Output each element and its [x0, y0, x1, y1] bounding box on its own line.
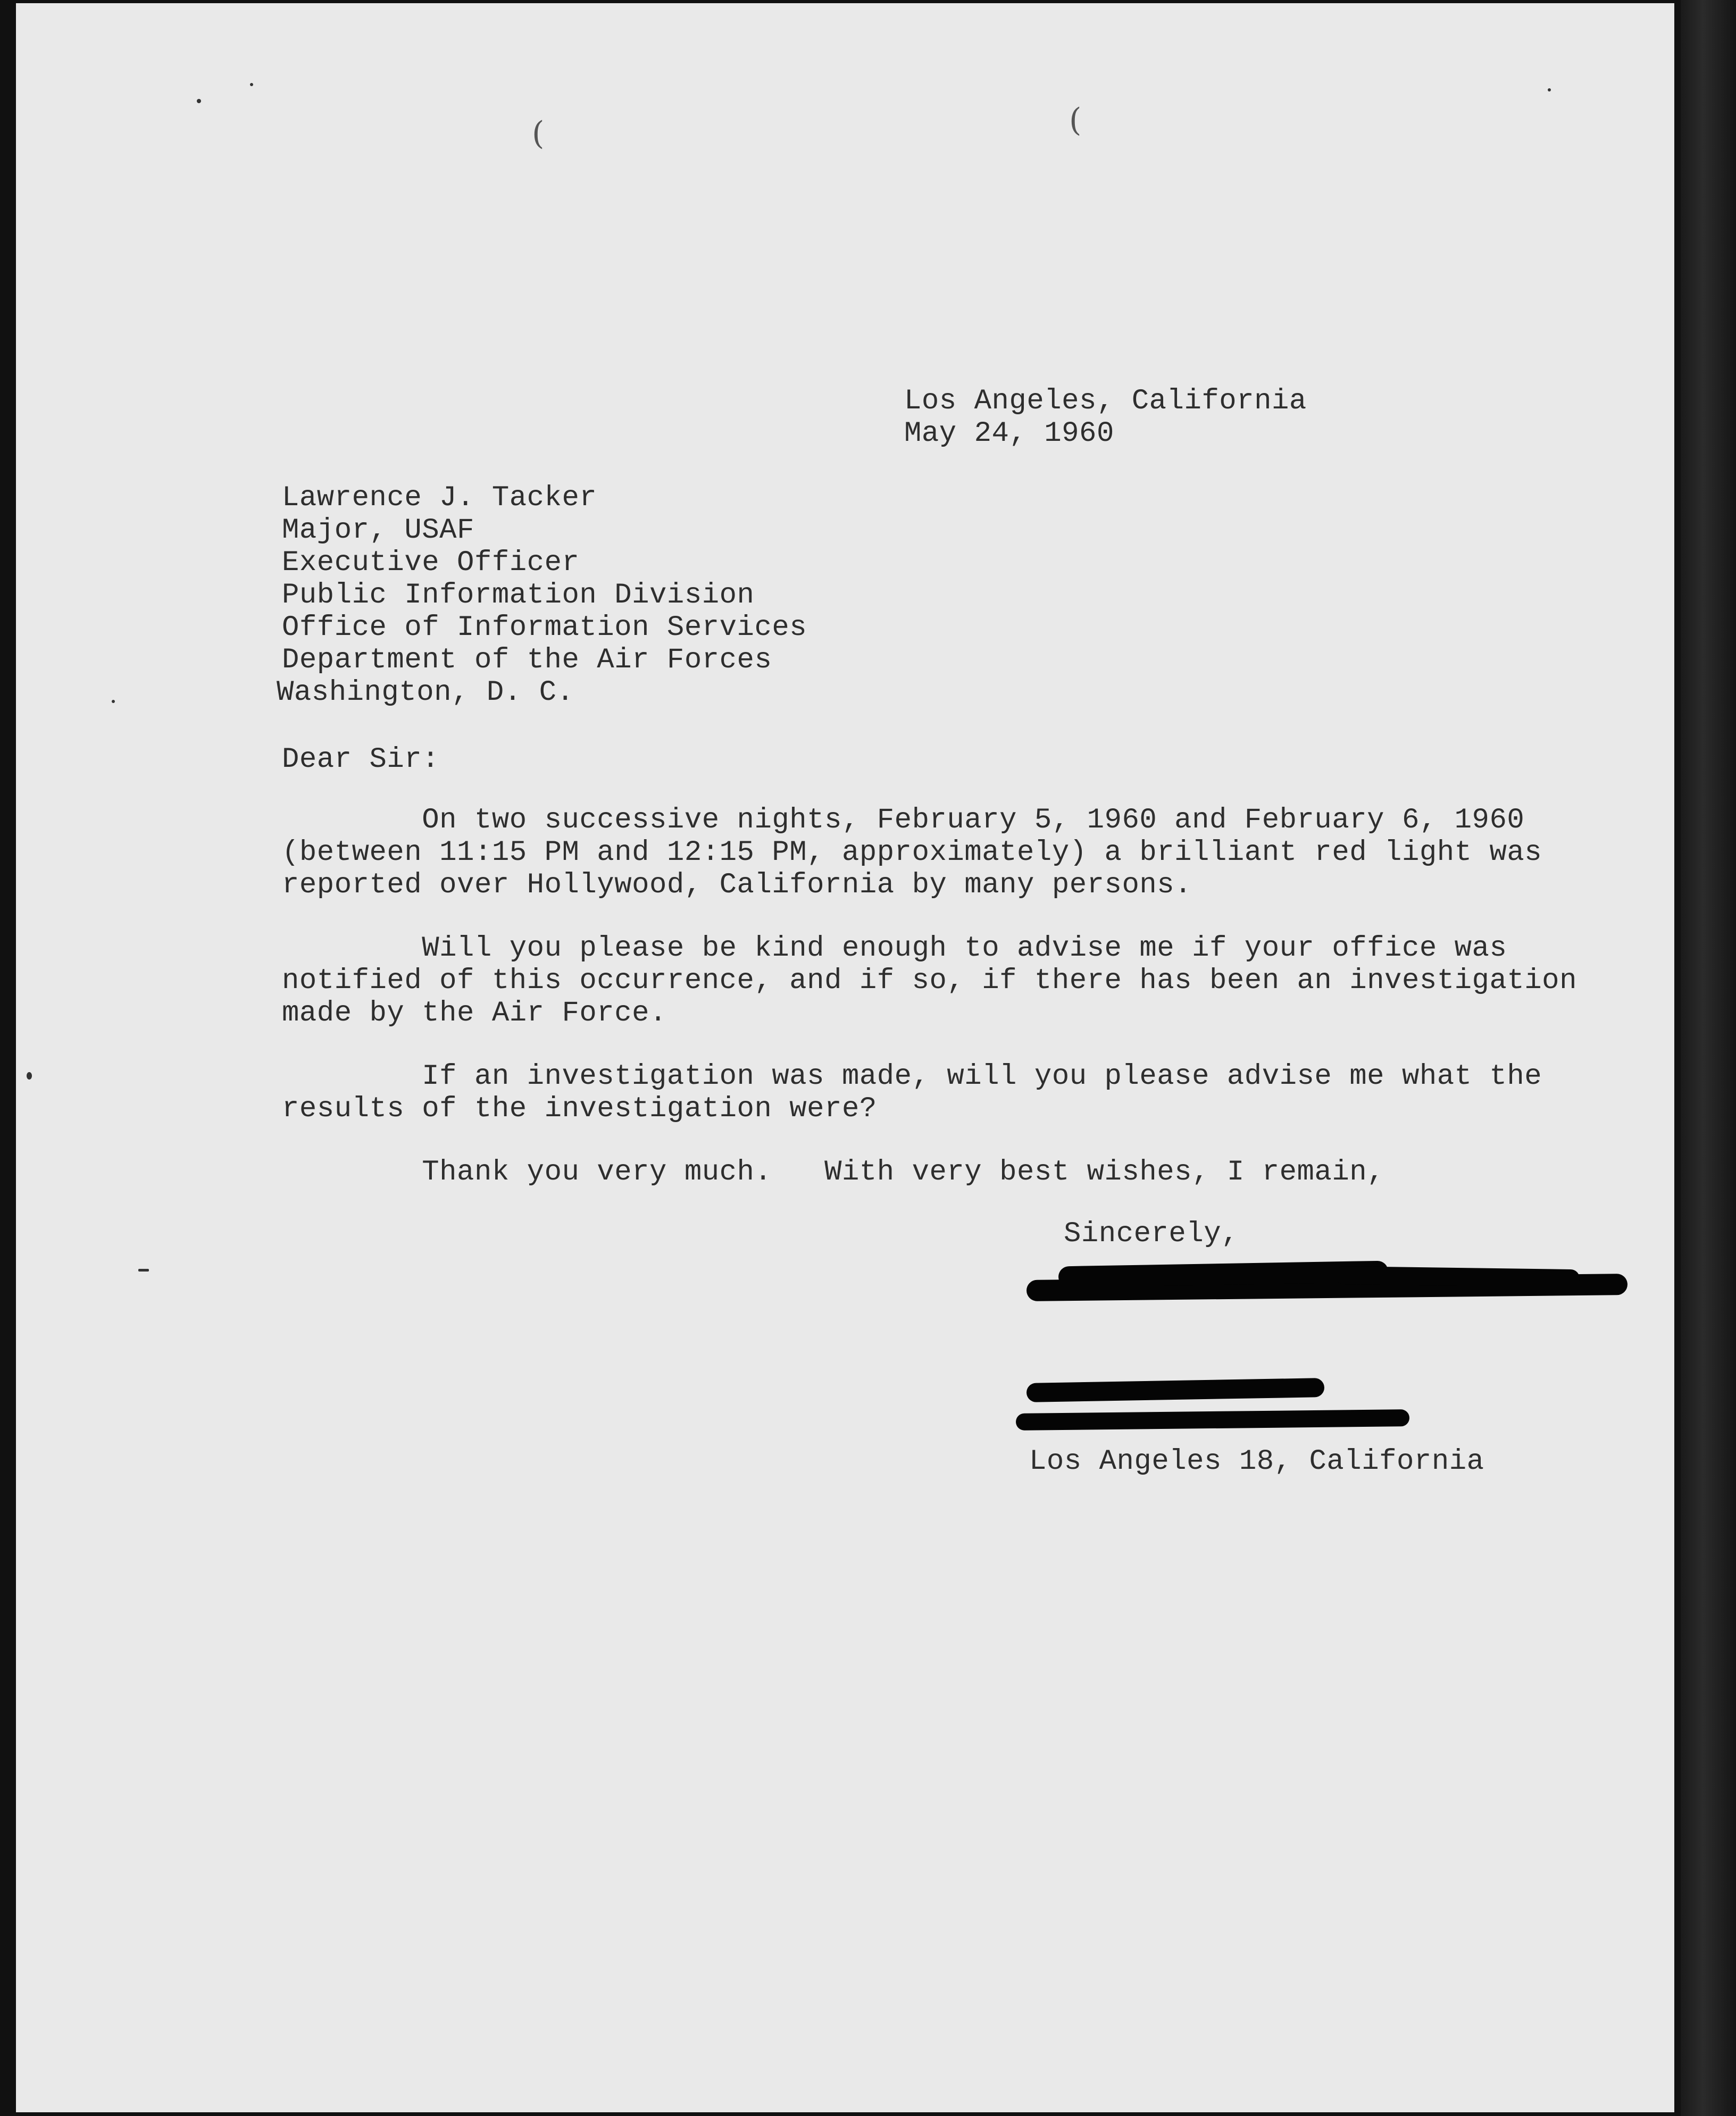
redacted-sender-address [1016, 1409, 1409, 1431]
salutation: Dear Sir: [282, 743, 440, 776]
body-line: If an investigation was made, will you please advise me what the [282, 1060, 1542, 1093]
recipient-line: Office of Information Services [282, 612, 807, 644]
recipient-line: Public Information Division [282, 579, 755, 612]
recipient-line: Washington, D. C. [277, 676, 574, 709]
sender-city: Los Angeles 18, California [1029, 1445, 1484, 1478]
letter-page [16, 3, 1674, 2112]
redacted-sender-name [1026, 1378, 1325, 1402]
scan-speck [138, 1269, 149, 1272]
scan-speck [197, 99, 201, 103]
scan-edge-strip [1681, 0, 1736, 2116]
letter-place: Los Angeles, California [904, 385, 1307, 417]
recipient-line: Lawrence J. Tacker [282, 482, 597, 514]
complimentary-close: Sincerely, [1064, 1218, 1239, 1250]
scan-paren-mark: ( [1069, 102, 1082, 139]
recipient-line: Department of the Air Forces [282, 644, 772, 676]
scan-speck [27, 1072, 32, 1080]
scan-paren-mark: ( [532, 115, 545, 152]
closing-line: Thank you very much. With very best wishes, I remain, [282, 1156, 1385, 1189]
letter-date: May 24, 1960 [904, 417, 1114, 450]
body-line: reported over Hollywood, California by many persons. [282, 869, 1192, 901]
body-line: On two successive nights, February 5, 1960 and February 6, 1960 [282, 804, 1525, 837]
body-line: notified of this occurrence, and if so, if there has been an investigation [282, 965, 1577, 997]
scan-speck [1548, 88, 1551, 91]
body-line: Will you please be kind enough to advise me if your office was [282, 932, 1507, 965]
recipient-line: Major, USAF [282, 514, 474, 547]
recipient-line: Executive Officer [282, 547, 580, 579]
body-line: results of the investigation were? [282, 1093, 877, 1125]
body-line: made by the Air Force. [282, 997, 667, 1030]
redacted-signature [1335, 1266, 1580, 1287]
scan-speck [112, 700, 115, 703]
body-line: (between 11:15 PM and 12:15 PM, approximately) a brilliant red light was [282, 837, 1542, 869]
scan-speck [250, 83, 253, 86]
